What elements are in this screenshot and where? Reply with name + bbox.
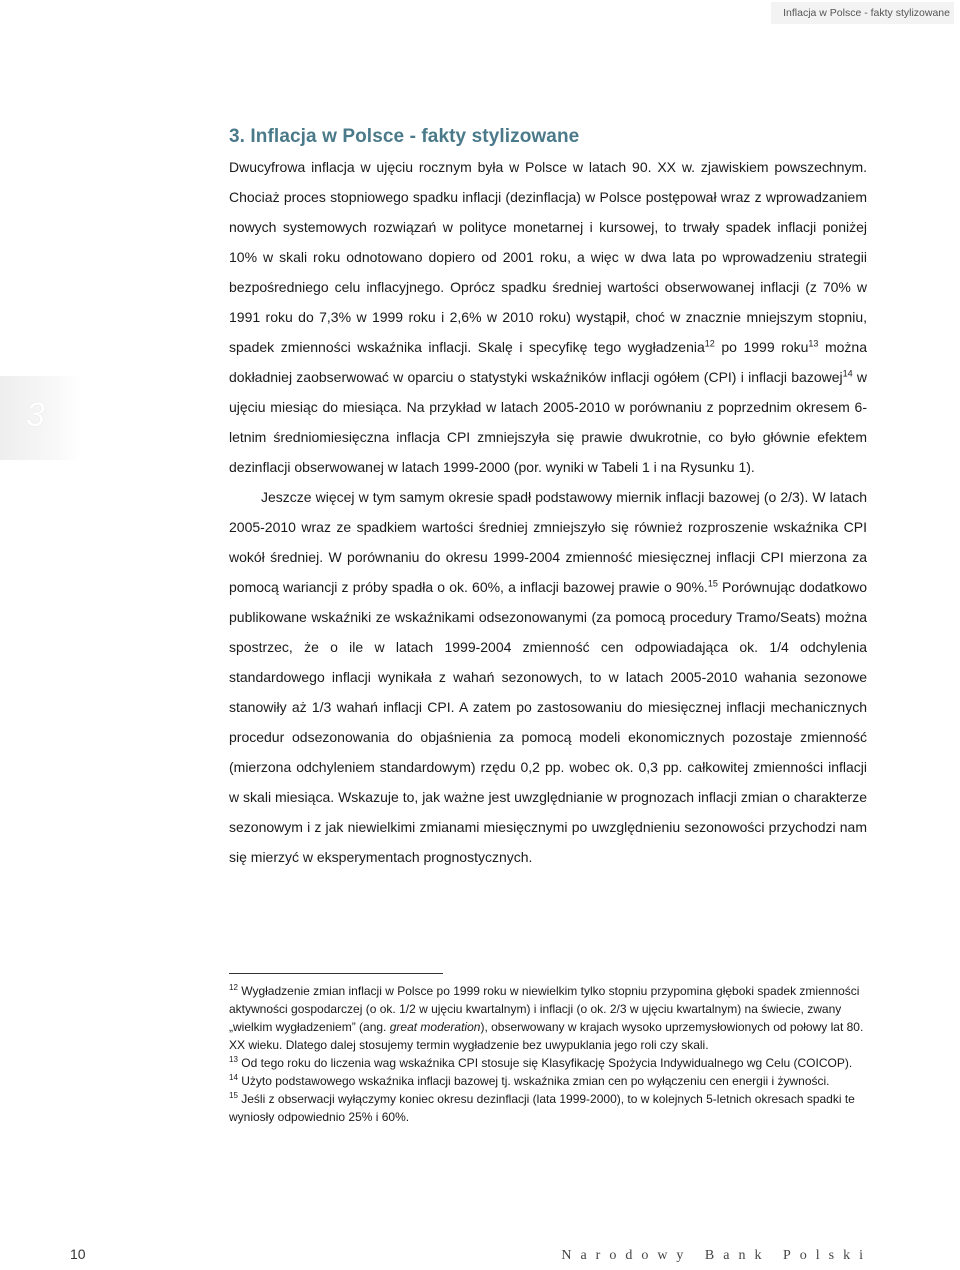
- paragraph-2: [229, 482, 867, 872]
- footnote-text: Użyto podstawowego wskaźnika inflacji bazowej tj. wskaźnika zmian cen po wyłączeniu cen energii i żywności.: [237, 1074, 830, 1088]
- footnote-ref-12[interactable]: 12: [704, 338, 715, 349]
- paragraph-1-text-d: w ujęciu miesiąc do miesiąca. Na przykład w latach 2005-2010 w porównaniu z poprzednim okresem 6-letnim średniomiesięczna inflacja CPI zmniejszyła się prawie dwukrotnie, co było głównie efektem dezinflacji obserwowanej w latach 1999-2000 (por. wyniki w Tabeli 1 i na Rysunku 1).: [229, 369, 867, 475]
- running-header: Inflacja w Polsce - fakty stylizowane: [771, 2, 954, 24]
- footer-bank-name: Narodowy Bank Polski: [561, 1248, 872, 1263]
- page-number: 10: [70, 1246, 86, 1262]
- chapter-number: 3: [26, 396, 45, 434]
- footnote-separator: [229, 973, 443, 974]
- footnote-number: 13: [229, 1055, 238, 1064]
- footnote-14: [229, 1072, 867, 1090]
- footnote-13: [229, 1054, 867, 1072]
- footnote-number: 12: [229, 983, 238, 992]
- footnote-number: 15: [229, 1091, 238, 1100]
- footnote-ref-15[interactable]: 15: [707, 578, 718, 589]
- paragraph-1-text-c: można dokładniej zaobserwować w oparciu o statystyki wskaźników inflacji ogółem (CPI) i inflacji bazowej: [229, 339, 867, 385]
- footnote-text: Jeśli z obserwacji wyłączymy koniec okresu dezinflacji (lata 1999-2000), to w kolejnych 5-letnich okresach spadki te wyniosły odpowiednio 25% i 60%.: [229, 1092, 855, 1124]
- paragraph-1-text-a: Dwucyfrowa inflacja w ujęciu rocznym była w Polsce w latach 90. XX w. zjawiskiem powszechnym. Chociaż proces stopniowego spadku inflacji (dezinflacja) w Polsce postępował wraz z wprowadzaniem nowych systemowych rozwiązań w polityce monetarnej i kursowej, to trwały spadek inflacji poniżej 10% w skali roku odnotowano dopiero od 2001 roku, a więc w dwa lata po wprowadzeniu strategii bezpośredniego celu inflacyjnego. Oprócz spadku średniej wartości obserwowanej inflacji (z 70% w 1991 roku do 7,3% w 1999 roku i 2,6% w 2010 roku) wystąpił, choć w znacznie mniejszym stopniu, spadek zmienności wskaźnika inflacji. Skalę i specyfikę tego wygładzenia: [229, 159, 867, 355]
- footnote-italic-term: great moderation: [389, 1020, 481, 1034]
- footnote-text: Wygładzenie zmian inflacji w Polsce po 1999 roku w niewielkim tylko stopniu przypomina głęboki spadek zmienności aktywności gospodarczej (o ok. 1/2 w ujęciu kwartalnym) i inflacji (o ok. 2/3 w ujęciu kwartalnym) na świecie, zwany „wielkim wygładzeniem” (ang.: [229, 984, 860, 1034]
- paragraph-2-text-b: Porównując dodatkowo publikowane wskaźniki ze wskaźnikami odsezonowanymi (za pomocą procedury Tramo/Seats) można spostrzec, że o ile w latach 1999-2004 zmienność cen odpowiadająca ok. 1/4 odchylenia standardowego inflacji wynikała z wahań sezonowych, to w latach 2005-2010 wahania sezonowe stanowiły aż 1/3 wahań inflacji CPI. A zatem po zastosowaniu do miesięcznej inflacji mechanicznych procedur odsezonowania do objaśnienia za pomocą modeli ekonomicznych pozostaje zmienność (mierzona odchyleniem standardowym) rzędu 0,2 pp. wobec ok. 0,3 pp. całkowitej zmienności inflacji w skali miesiąca. Wskazuje to, jak ważne jest uwzględnianie w prognozach inflacji zmian o charakterze sezonowym i z jak niewielkimi zmianami miesięcznymi po uwzględnieniu sezonowości przychodzi nam się mierzyć w eksperymentach prognostycznych.: [229, 579, 867, 865]
- main-content: [229, 126, 867, 872]
- footnote-text: Od tego roku do liczenia wag wskaźnika CPI stosuje się Klasyfikację Spożycia Indywidualnego wg Celu (COICOP).: [237, 1056, 853, 1070]
- footnote-text: ), obserwowany w krajach wysoko uprzemysłowionych od połowy lat 80. XX wieku. Dlatego dalej stosujemy termin wygładzenie bez uwypuklania jego roli czy skali.: [229, 1020, 864, 1052]
- footnote-number: 14: [229, 1073, 238, 1082]
- footnote-ref-13[interactable]: 13: [808, 338, 819, 349]
- paragraph-1: [229, 152, 867, 482]
- footnote-12: [229, 982, 867, 1054]
- footnote-15: [229, 1090, 867, 1126]
- footnotes: [229, 982, 867, 1126]
- paragraph-2-text-a: Jeszcze więcej w tym samym okresie spadł podstawowy miernik inflacji bazowej (o 2/3). W latach 2005-2010 wraz ze spadkiem wartości średniej zmniejszyło się również rozproszenie wskaźnika CPI wokół średniej. W porównaniu do okresu 1999-2004 zmienność miesięcznej inflacji CPI mierzona za pomocą wariancji z próby spadła o ok. 60%, a inflacji bazowej prawie o 90%.: [229, 489, 867, 595]
- footnote-ref-14[interactable]: 14: [842, 368, 853, 379]
- section-title: 3. Inflacja w Polsce - fakty stylizowane: [229, 126, 580, 147]
- paragraph-1-text-b: po 1999 roku: [714, 339, 809, 355]
